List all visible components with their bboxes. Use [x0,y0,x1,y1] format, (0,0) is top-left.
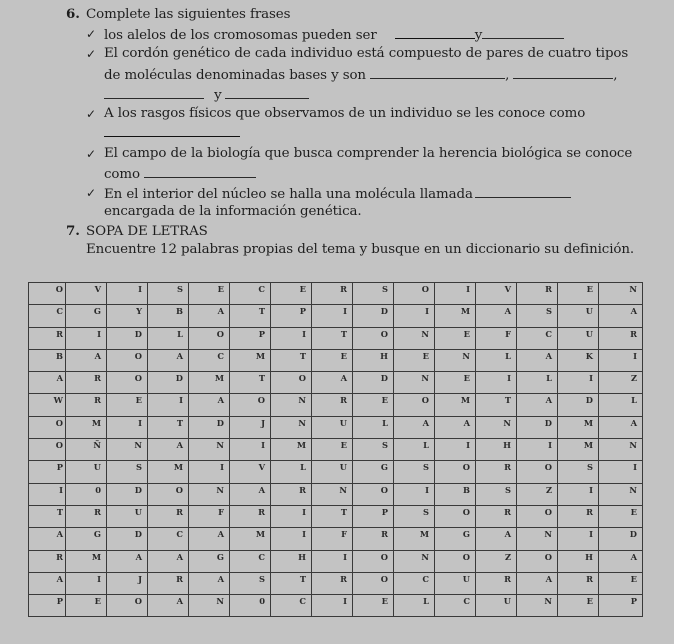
grid-cell[interactable]: T [148,416,189,438]
grid-cell[interactable]: E [271,283,312,305]
grid-cell[interactable]: W [29,394,66,416]
grid-cell[interactable]: T [312,505,353,527]
grid-cell[interactable]: P [271,305,312,327]
grid-cell[interactable]: I [107,416,148,438]
grid-cell[interactable]: R [66,505,107,527]
grid-cell[interactable]: O [271,372,312,394]
grid-cell[interactable]: S [558,461,599,483]
grid-cell[interactable]: H [476,439,517,461]
grid-cell[interactable]: E [599,505,643,527]
grid-row [29,550,643,572]
grid-cell[interactable]: O [107,595,148,617]
grid-cell[interactable]: I [599,461,643,483]
grid-cell[interactable]: O [435,550,476,572]
grid-cell[interactable]: H [558,550,599,572]
check-mark-icon: ✓ [86,147,97,161]
grid-cell[interactable]: T [29,505,66,527]
grid-cell[interactable]: R [271,483,312,505]
grid-cell[interactable]: I [435,439,476,461]
sentence-3-line-2 [104,124,240,142]
grid-cell[interactable]: E [66,595,107,617]
grid-cell[interactable]: H [271,550,312,572]
sentence-5-line-1 [104,185,571,203]
grid-cell[interactable]: N [435,349,476,371]
grid-cell[interactable]: I [148,394,189,416]
grid-row [29,572,643,594]
sentence-2-separator-1: , [505,68,510,83]
grid-cell[interactable]: M [435,394,476,416]
grid-cell[interactable]: I [189,461,230,483]
grid-cell[interactable]: B [148,305,189,327]
grid-cell[interactable]: O [394,394,435,416]
grid-cell[interactable]: O [435,461,476,483]
grid-cell[interactable]: V [230,461,271,483]
grid-cell[interactable]: E [107,394,148,416]
grid-cell[interactable]: A [517,349,558,371]
sentence-1-connector: y [474,28,483,43]
grid-cell[interactable]: M [271,439,312,461]
grid-row [29,372,643,394]
grid-cell[interactable]: N [189,439,230,461]
grid-cell[interactable]: U [558,327,599,349]
answer-blank-3[interactable] [104,124,240,137]
grid-cell[interactable]: U [476,595,517,617]
grid-cell[interactable]: T [271,349,312,371]
grid-cell[interactable]: A [517,572,558,594]
grid-cell[interactable]: M [66,550,107,572]
grid-cell[interactable]: L [148,327,189,349]
grid-cell[interactable]: R [353,528,394,550]
grid-cell[interactable]: N [394,372,435,394]
grid-cell[interactable]: I [271,327,312,349]
grid-cell[interactable]: V [66,283,107,305]
grid-row [29,305,643,327]
grid-cell[interactable]: A [189,394,230,416]
grid-cell[interactable]: A [148,595,189,617]
grid-cell[interactable]: O [107,372,148,394]
grid-row [29,283,643,305]
grid-cell[interactable]: S [353,439,394,461]
sentence-4-text: como [104,167,140,182]
grid-cell[interactable]: N [599,439,643,461]
grid-cell[interactable]: A [189,305,230,327]
grid-cell[interactable]: N [189,595,230,617]
grid-cell[interactable]: I [66,572,107,594]
sentence-2-connector: y [214,88,222,103]
grid-cell[interactable]: D [517,416,558,438]
grid-cell[interactable]: 0 [230,595,271,617]
grid-cell[interactable]: A [189,528,230,550]
grid-cell[interactable]: G [435,528,476,550]
grid-cell[interactable]: R [230,505,271,527]
grid-cell[interactable]: I [271,528,312,550]
grid-cell[interactable]: T [230,372,271,394]
grid-cell[interactable]: F [476,327,517,349]
grid-cell[interactable]: I [312,550,353,572]
grid-row [29,394,643,416]
grid-cell[interactable]: U [107,505,148,527]
section-7-instruction: Encuentre 12 palabras propias del tema y busque en un diccionario su definición. [86,242,635,257]
grid-cell[interactable]: G [66,305,107,327]
answer-blank-2a[interactable] [370,66,505,79]
grid-cell[interactable]: R [476,461,517,483]
section-6-number: 6. [66,6,80,22]
grid-cell[interactable]: I [230,439,271,461]
grid-cell[interactable]: L [271,461,312,483]
grid-cell[interactable]: N [189,483,230,505]
grid-row [29,505,643,527]
section-7-heading [66,223,208,240]
grid-cell[interactable]: J [107,572,148,594]
grid-cell[interactable]: S [476,483,517,505]
grid-cell[interactable]: U [435,572,476,594]
grid-cell[interactable]: S [353,283,394,305]
grid-cell[interactable]: T [230,305,271,327]
grid-cell[interactable]: J [230,416,271,438]
grid-cell[interactable]: O [29,439,66,461]
grid-cell[interactable]: U [558,305,599,327]
grid-cell[interactable]: R [66,372,107,394]
grid-cell[interactable]: R [312,572,353,594]
grid-cell[interactable]: C [189,349,230,371]
grid-cell[interactable]: C [230,550,271,572]
grid-cell[interactable]: T [476,394,517,416]
grid-cell[interactable]: E [189,283,230,305]
grid-cell[interactable]: R [312,283,353,305]
grid-cell[interactable]: M [394,528,435,550]
grid-cell[interactable]: A [476,528,517,550]
grid-cell[interactable]: S [394,461,435,483]
grid-row [29,327,643,349]
grid-cell[interactable]: M [230,349,271,371]
grid-cell[interactable]: I [66,327,107,349]
grid-cell[interactable]: D [189,416,230,438]
grid-cell[interactable]: M [558,439,599,461]
grid-cell[interactable]: A [599,305,643,327]
sentence-2-line-1: El cordón genético de cada individuo está compuesto de pares de cuatro tipos [104,46,629,61]
grid-cell[interactable]: N [271,416,312,438]
grid-cell[interactable]: B [29,349,66,371]
grid-cell[interactable]: G [66,528,107,550]
grid-cell[interactable]: R [558,505,599,527]
grid-cell[interactable]: A [148,439,189,461]
grid-cell[interactable]: D [353,305,394,327]
grid-cell[interactable]: U [312,461,353,483]
grid-cell[interactable]: O [230,394,271,416]
grid-row [29,439,643,461]
grid-cell[interactable]: A [599,550,643,572]
grid-cell[interactable]: M [558,416,599,438]
grid-cell[interactable]: E [435,372,476,394]
grid-cell[interactable]: I [558,372,599,394]
grid-cell[interactable]: Ñ [66,439,107,461]
grid-cell[interactable]: M [66,416,107,438]
grid-cell[interactable]: I [107,283,148,305]
grid-row [29,595,643,617]
sentence-1 [104,26,564,44]
answer-blank-5[interactable] [475,185,571,198]
grid-cell[interactable]: I [599,349,643,371]
grid-cell[interactable]: U [66,461,107,483]
sentence-3-line-1: A los rasgos físicos que observamos de un individuo se les conoce como [104,106,586,121]
grid-cell[interactable]: A [189,572,230,594]
word-search-grid [28,282,643,617]
grid-cell[interactable]: C [394,572,435,594]
grid-cell[interactable]: Z [599,372,643,394]
grid-cell[interactable]: N [271,394,312,416]
grid-cell[interactable]: T [271,572,312,594]
grid-cell[interactable]: D [107,483,148,505]
grid-cell[interactable]: N [599,283,643,305]
grid-cell[interactable]: N [599,483,643,505]
sentence-4-line-1: El campo de la biología que busca comprender la herencia biológica se conoce [104,146,633,161]
grid-cell[interactable]: C [517,327,558,349]
grid-cell[interactable]: D [148,372,189,394]
grid-cell[interactable]: E [435,327,476,349]
grid-cell[interactable]: I [394,305,435,327]
answer-blank-2d[interactable] [225,86,309,99]
grid-cell[interactable]: I [312,305,353,327]
grid-cell[interactable]: D [107,327,148,349]
grid-cell[interactable]: E [353,595,394,617]
grid-cell[interactable]: A [29,528,66,550]
sentence-2-separator-2: , [613,68,618,83]
grid-cell[interactable]: P [599,595,643,617]
grid-cell[interactable]: M [230,528,271,550]
grid-cell[interactable]: P [29,595,66,617]
grid-cell[interactable]: O [29,283,66,305]
grid-cell[interactable]: A [394,416,435,438]
sentence-2-line-3 [104,86,309,104]
grid-cell[interactable]: D [558,394,599,416]
grid-cell[interactable]: G [353,461,394,483]
grid-cell[interactable]: L [353,416,394,438]
grid-cell[interactable]: E [353,394,394,416]
grid-cell[interactable]: L [394,439,435,461]
grid-cell[interactable]: P [230,327,271,349]
grid-cell[interactable]: N [394,550,435,572]
grid-cell[interactable]: C [435,595,476,617]
grid-cell[interactable]: A [517,394,558,416]
grid-cell[interactable]: A [148,550,189,572]
grid-cell[interactable]: P [29,461,66,483]
grid-cell[interactable]: A [29,372,66,394]
grid-cell[interactable]: I [558,483,599,505]
grid-cell[interactable]: N [517,595,558,617]
sentence-2-line-2 [104,66,617,84]
grid-cell[interactable]: E [558,283,599,305]
grid-cell[interactable]: O [517,461,558,483]
answer-blank-2c[interactable] [104,86,204,99]
grid-cell[interactable]: M [189,372,230,394]
grid-cell[interactable]: I [312,595,353,617]
grid-cell[interactable]: L [599,394,643,416]
grid-cell[interactable]: O [353,572,394,594]
grid-cell[interactable]: D [599,528,643,550]
grid-cell[interactable]: R [476,572,517,594]
grid-cell[interactable]: L [517,372,558,394]
grid-cell[interactable]: O [517,505,558,527]
grid-cell[interactable]: C [271,595,312,617]
grid-cell[interactable]: O [189,327,230,349]
grid-cell[interactable]: Y [107,305,148,327]
grid-cell[interactable]: R [517,283,558,305]
grid-cell[interactable]: R [29,550,66,572]
grid-cell[interactable]: F [189,505,230,527]
grid-cell[interactable]: O [107,349,148,371]
grid-cell[interactable]: E [394,349,435,371]
grid-cell[interactable]: S [517,305,558,327]
grid-cell[interactable]: A [230,483,271,505]
grid-cell[interactable]: I [394,483,435,505]
grid-cell[interactable]: O [353,483,394,505]
grid-cell[interactable]: I [271,505,312,527]
grid-cell[interactable]: S [107,461,148,483]
grid-cell[interactable]: N [394,327,435,349]
grid-cell[interactable]: L [394,595,435,617]
grid-cell[interactable]: E [558,595,599,617]
grid-cell[interactable]: R [148,505,189,527]
check-mark-icon: ✓ [86,186,97,200]
grid-cell[interactable]: R [599,327,643,349]
grid-cell[interactable]: L [476,349,517,371]
grid-cell[interactable]: O [353,327,394,349]
grid-cell[interactable]: D [107,528,148,550]
grid-cell[interactable]: P [353,505,394,527]
grid-cell[interactable]: G [189,550,230,572]
grid-row [29,528,643,550]
grid-cell[interactable]: S [230,572,271,594]
sentence-2-text: de moléculas denominadas bases y son [104,68,366,83]
section-7-title: SOPA DE LETRAS [86,224,208,239]
grid-row [29,483,643,505]
grid-cell[interactable]: S [148,283,189,305]
grid-cell[interactable]: R [312,394,353,416]
grid-cell[interactable]: R [148,572,189,594]
check-mark-icon: ✓ [86,27,97,41]
grid-cell[interactable]: O [394,283,435,305]
answer-blank-4[interactable] [144,165,256,178]
section-7-number: 7. [66,223,80,239]
grid-cell[interactable]: A [476,305,517,327]
grid-cell[interactable]: A [312,372,353,394]
grid-cell[interactable]: A [29,572,66,594]
grid-row [29,461,643,483]
sentence-1-text: los alelos de los cromosomas pueden ser [104,28,377,43]
grid-cell[interactable]: O [517,550,558,572]
sentence-5-text: En el interior del núcleo se halla una molécula llamada [104,187,473,202]
grid-cell[interactable]: S [394,505,435,527]
grid-cell[interactable]: Z [517,483,558,505]
grid-cell[interactable]: 0 [66,483,107,505]
grid-cell[interactable]: M [148,461,189,483]
grid-row [29,349,643,371]
grid-cell[interactable]: O [29,416,66,438]
grid-cell[interactable]: E [312,349,353,371]
grid-cell[interactable]: N [107,439,148,461]
grid-cell[interactable]: E [599,572,643,594]
grid-cell[interactable]: Z [476,550,517,572]
grid-row [29,416,643,438]
grid-cell[interactable]: T [312,327,353,349]
grid-cell[interactable]: C [29,305,66,327]
grid-cell[interactable]: I [558,528,599,550]
answer-blank-1b[interactable] [482,26,564,39]
grid-cell[interactable]: V [476,283,517,305]
grid-cell[interactable]: I [476,372,517,394]
answer-blank-1a[interactable] [395,26,475,39]
grid-cell[interactable]: U [312,416,353,438]
grid-cell[interactable]: A [599,416,643,438]
grid-cell[interactable]: A [148,349,189,371]
grid-cell[interactable]: I [29,483,66,505]
grid-cell[interactable]: I [435,283,476,305]
grid-cell[interactable]: B [435,483,476,505]
grid-cell[interactable]: A [66,349,107,371]
grid-cell[interactable]: H [353,349,394,371]
grid-cell[interactable]: R [29,327,66,349]
grid-cell[interactable]: C [230,283,271,305]
check-mark-icon: ✓ [86,47,97,61]
sentence-4-line-2 [104,165,256,183]
grid-cell[interactable]: R [558,572,599,594]
grid-cell[interactable]: O [353,550,394,572]
grid-cell[interactable]: A [107,550,148,572]
grid-cell[interactable]: N [476,416,517,438]
grid-cell[interactable]: M [435,305,476,327]
grid-cell[interactable]: C [148,528,189,550]
grid-cell[interactable]: O [435,505,476,527]
grid-cell[interactable]: O [148,483,189,505]
grid-cell[interactable]: E [312,439,353,461]
grid-cell[interactable]: I [517,439,558,461]
answer-blank-2b[interactable] [513,66,613,79]
section-6-title: Complete las siguientes frases [86,7,291,22]
check-mark-icon: ✓ [86,107,97,121]
grid-cell[interactable]: N [312,483,353,505]
grid-cell[interactable]: F [312,528,353,550]
grid-cell[interactable]: R [476,505,517,527]
section-6-heading [66,6,290,23]
grid-cell[interactable]: N [517,528,558,550]
grid-cell[interactable]: A [435,416,476,438]
grid-cell[interactable]: R [66,394,107,416]
grid-cell[interactable]: D [353,372,394,394]
sentence-5-line-2: encargada de la información genética. [104,204,362,219]
grid-cell[interactable]: K [558,349,599,371]
